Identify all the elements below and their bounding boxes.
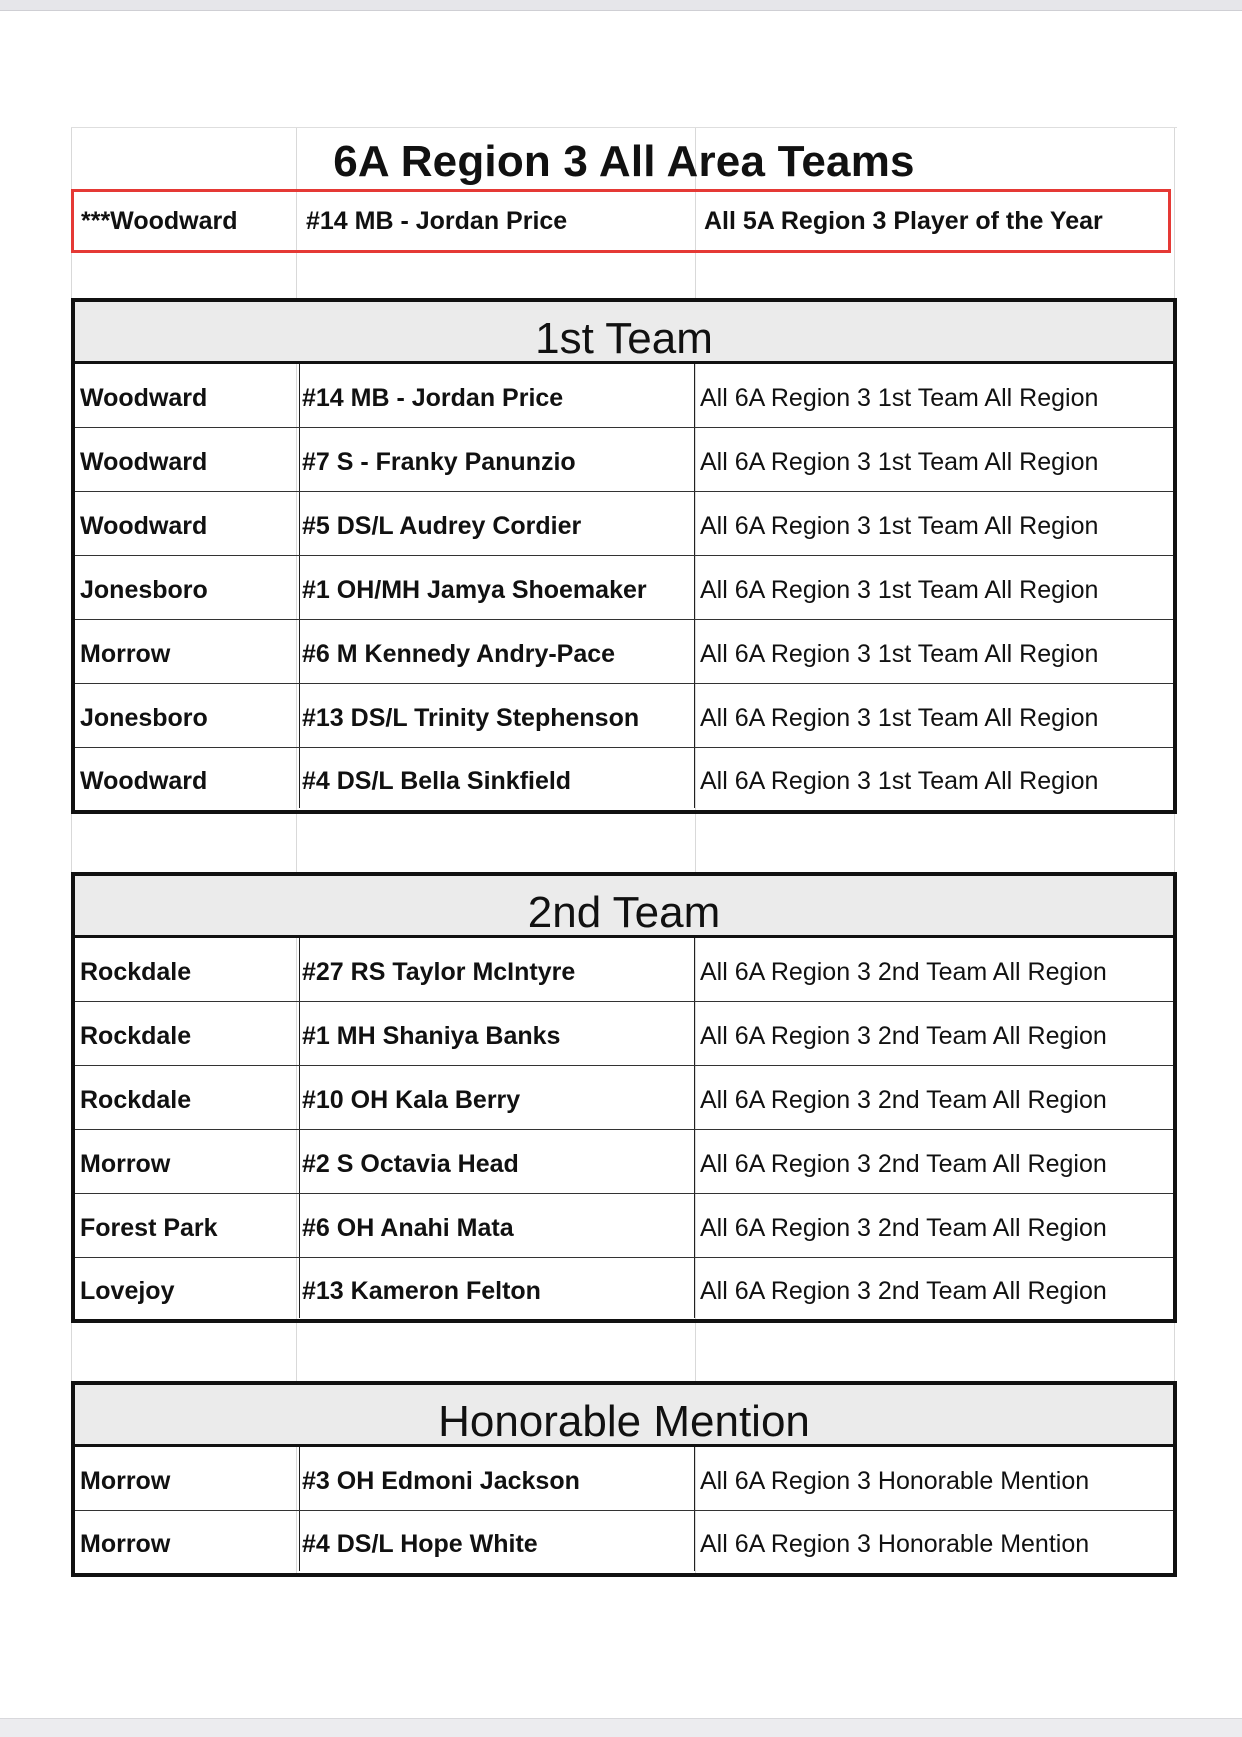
award-cell: All 6A Region 3 1st Team All Region bbox=[700, 384, 1099, 412]
player-cell: #6 OH Anahi Mata bbox=[297, 1194, 695, 1257]
award-cell: All 6A Region 3 2nd Team All Region bbox=[700, 958, 1107, 986]
award-cell: All 6A Region 3 2nd Team All Region bbox=[700, 1086, 1107, 1114]
table-row[interactable] bbox=[75, 556, 1173, 620]
award-cell: All 6A Region 3 Honorable Mention bbox=[700, 1529, 1090, 1558]
table-row[interactable] bbox=[75, 1130, 1173, 1194]
player-cell: #3 OH Edmoni Jackson bbox=[297, 1447, 695, 1510]
pot-school: ***Woodward bbox=[81, 206, 238, 235]
school-cell: Morrow bbox=[75, 620, 300, 683]
player-cell: #27 RS Taylor McIntyre bbox=[297, 938, 695, 1001]
player-cell: #4 DS/L Bella Sinkfield bbox=[297, 748, 695, 808]
player-cell: #14 MB - Jordan Price bbox=[297, 364, 695, 427]
award-cell: All 6A Region 3 1st Team All Region bbox=[700, 576, 1099, 604]
school-cell: Rockdale bbox=[75, 1066, 300, 1129]
table-row[interactable] bbox=[75, 1511, 1173, 1571]
award-cell: All 6A Region 3 2nd Team All Region bbox=[700, 1214, 1107, 1242]
school-cell: Lovejoy bbox=[75, 1258, 300, 1318]
window-top-bar bbox=[0, 0, 1242, 11]
player-cell: #6 M Kennedy Andry-Pace bbox=[297, 620, 695, 683]
school-cell: Woodward bbox=[75, 492, 300, 555]
section-header: 2nd Team bbox=[75, 876, 1173, 938]
table-row[interactable] bbox=[75, 1066, 1173, 1130]
player-cell: #10 OH Kala Berry bbox=[297, 1066, 695, 1129]
first-team-section bbox=[71, 298, 1177, 814]
table-row[interactable] bbox=[75, 1258, 1173, 1318]
school-cell: Morrow bbox=[75, 1130, 300, 1193]
award-cell: All 6A Region 3 1st Team All Region bbox=[700, 448, 1099, 476]
table-row[interactable] bbox=[75, 684, 1173, 748]
pot-award: All 5A Region 3 Player of the Year bbox=[704, 206, 1103, 235]
award-cell: All 6A Region 3 1st Team All Region bbox=[700, 766, 1099, 795]
table-row[interactable] bbox=[75, 938, 1173, 1002]
table-row[interactable] bbox=[75, 620, 1173, 684]
honorable-mention-section bbox=[71, 1381, 1177, 1577]
player-cell: #13 DS/L Trinity Stephenson bbox=[297, 684, 695, 747]
award-cell: All 6A Region 3 2nd Team All Region bbox=[700, 1150, 1107, 1178]
table-row[interactable] bbox=[75, 492, 1173, 556]
school-cell: Morrow bbox=[75, 1511, 300, 1571]
section-header: Honorable Mention bbox=[75, 1385, 1173, 1447]
school-cell: Jonesboro bbox=[75, 684, 300, 747]
player-cell: #13 Kameron Felton bbox=[297, 1258, 695, 1318]
award-cell: All 6A Region 3 2nd Team All Region bbox=[700, 1022, 1107, 1050]
player-cell: #4 DS/L Hope White bbox=[297, 1511, 695, 1571]
table-row[interactable] bbox=[75, 748, 1173, 808]
school-cell: Rockdale bbox=[75, 938, 300, 1001]
school-cell: Rockdale bbox=[75, 1002, 300, 1065]
school-cell: Woodward bbox=[75, 364, 300, 427]
grid-line bbox=[71, 127, 1177, 128]
player-cell: #1 MH Shaniya Banks bbox=[297, 1002, 695, 1065]
school-cell: Woodward bbox=[75, 748, 300, 808]
table-row[interactable] bbox=[75, 1447, 1173, 1511]
player-cell: #1 OH/MH Jamya Shoemaker bbox=[297, 556, 695, 619]
award-cell: All 6A Region 3 1st Team All Region bbox=[700, 512, 1099, 540]
player-cell: #5 DS/L Audrey Cordier bbox=[297, 492, 695, 555]
player-cell: #2 S Octavia Head bbox=[297, 1130, 695, 1193]
award-cell: All 6A Region 3 Honorable Mention bbox=[700, 1467, 1090, 1495]
pot-player: #14 MB - Jordan Price bbox=[306, 206, 568, 235]
table-row[interactable] bbox=[75, 1194, 1173, 1258]
school-cell: Jonesboro bbox=[75, 556, 300, 619]
section-header: 1st Team bbox=[75, 302, 1173, 364]
spreadsheet-page bbox=[71, 127, 1177, 1577]
school-cell: Morrow bbox=[75, 1447, 300, 1510]
window-bottom-bar bbox=[0, 1718, 1242, 1737]
school-cell: Woodward bbox=[75, 428, 300, 491]
page-title: 6A Region 3 All Area Teams bbox=[333, 137, 915, 186]
award-cell: All 6A Region 3 1st Team All Region bbox=[700, 640, 1099, 668]
award-cell: All 6A Region 3 2nd Team All Region bbox=[700, 1276, 1107, 1305]
table-row[interactable] bbox=[75, 428, 1173, 492]
school-cell: Forest Park bbox=[75, 1194, 300, 1257]
player-cell: #7 S - Franky Panunzio bbox=[297, 428, 695, 491]
table-row[interactable] bbox=[75, 1002, 1173, 1066]
table-row[interactable] bbox=[75, 364, 1173, 428]
player-of-year-row[interactable] bbox=[71, 189, 1171, 253]
second-team-section bbox=[71, 872, 1177, 1323]
award-cell: All 6A Region 3 1st Team All Region bbox=[700, 704, 1099, 732]
